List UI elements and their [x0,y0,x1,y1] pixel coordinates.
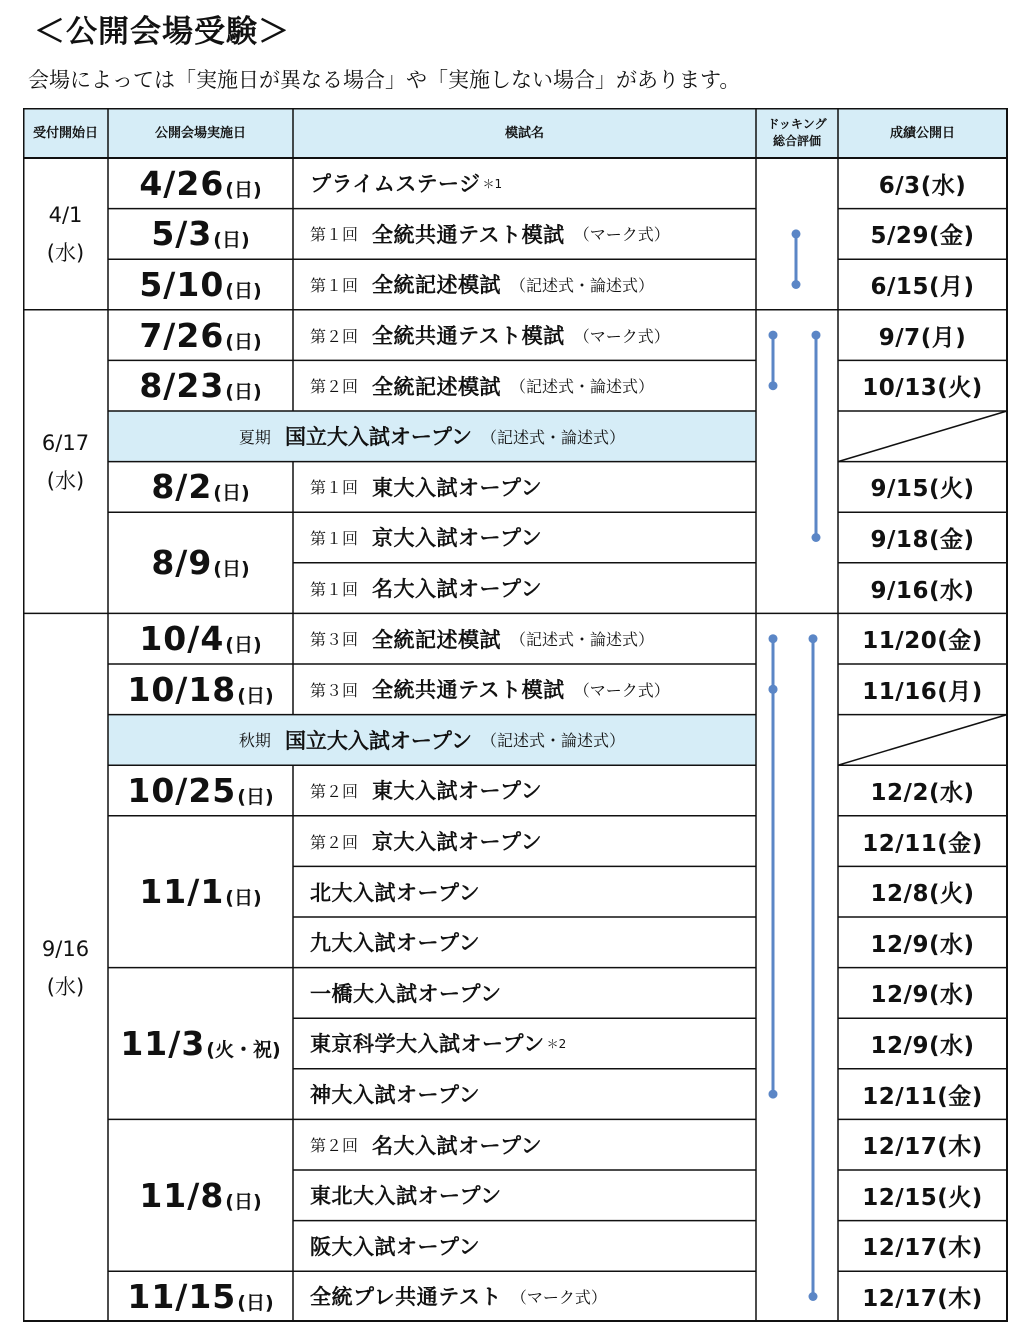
exam-round: 第１回 [310,275,359,295]
exam-round: 第２回 [310,781,359,801]
result-date-value: 12/11(金) [862,1083,983,1110]
exam-name-cell [293,968,756,1019]
exam-name: 京大入試オープン [372,830,543,855]
exam-round: 第２回 [310,377,359,397]
result-date-value: 9/7(月) [878,324,967,351]
exam-date-weekday: (火・祝) [206,1038,281,1061]
exam-format: （マーク式） [510,1287,607,1307]
exam-format: （マーク式） [573,680,670,700]
exam-date-value: 8/9 [151,543,213,583]
reception-weekday: (水) [46,974,85,999]
exam-footnote: ＊2 [546,1036,567,1051]
exam-name: 名大入試オープン [372,1133,543,1158]
exam-date-weekday: (日) [213,229,250,252]
result-date-value: 12/9(水) [870,982,975,1009]
result-date-value: 12/11(金) [862,830,983,857]
result-date [838,259,1007,310]
exam-name-cell [293,360,756,411]
exam-name-cell [293,1170,756,1221]
season-band [108,715,756,766]
exam-date-weekday: (日) [225,1190,262,1213]
exam-name: 国立大入試オープン [284,425,473,450]
exam-name-cell [293,917,756,968]
header-exam_date-label: 公開会場実施日 [154,125,246,141]
exam-name-cell [293,563,756,614]
exam-date-weekday: (日) [225,279,262,302]
exam-date-value: 5/10 [139,264,225,304]
exam-name: 一橋大入試オープン [310,981,502,1006]
exam-date-weekday: (日) [225,178,262,201]
header-result_date-label: 成績公開日 [889,125,955,141]
result-date [838,1119,1007,1170]
reception-date-value: 6/17 [41,430,90,455]
exam-format: （記述式・論述式） [510,275,655,295]
result-date [838,613,1007,664]
exam-name-cell [293,1221,756,1272]
result-date [838,411,1007,462]
footnote-mark [483,175,503,192]
docking-dot [769,685,778,694]
result-date-value: 9/15(火) [870,476,975,503]
exam-name: 国立大入試オープン [284,728,473,753]
docking-dot [792,229,801,238]
exam-footnote: ＊1 [482,176,503,191]
exam-name-cell [293,1271,756,1322]
exam-name-cell [293,512,756,563]
result-date [838,360,1007,411]
season-band [108,411,756,462]
exam-format: （マーク式） [573,225,670,245]
exam-date [108,512,293,613]
exam-name-cell [293,158,756,209]
exam-date [108,1119,293,1271]
exam-date-weekday: (日) [225,634,262,657]
result-date-value: 6/15(月) [870,273,975,300]
exam-date-weekday: (日) [225,887,262,910]
header-exam_date [108,108,293,158]
docking-dot [812,331,821,340]
result-date-value: 9/16(水) [870,577,975,604]
exam-name: 北大入試オープン [310,880,481,905]
exam-date-weekday: (日) [213,482,250,505]
result-date [838,158,1007,209]
docking-dot [809,1292,818,1301]
exam-format: （記述式・論述式） [481,427,626,447]
result-date-value: 9/18(金) [870,526,975,553]
header-exam_name [293,108,756,158]
docking-dot [769,1090,778,1099]
docking-dot [769,634,778,643]
docking-dot [809,634,818,643]
exam-date [108,259,293,310]
result-date-value: 12/2(水) [870,779,975,806]
exam-name: 全統共通テスト模試 [372,324,565,349]
exam-date [108,158,293,209]
exam-name: 全統記述模試 [372,374,502,399]
exam-date [108,310,293,361]
exam-name-cell [293,1119,756,1170]
header-reception [23,108,108,158]
result-date-value: 12/17(木) [862,1285,983,1312]
exam-date [108,1271,293,1322]
reception-date [23,310,108,614]
exam-round: 第３回 [310,630,359,650]
reception-weekday: (水) [46,240,85,265]
exam-name: 阪大入試オープン [310,1234,481,1259]
exam-name: 全統共通テスト模試 [372,222,565,247]
result-date [838,866,1007,917]
page-title: ＜公開会場受験＞ [34,14,290,50]
result-date-value: 6/3(水) [878,172,967,199]
result-date-value: 12/15(火) [862,1184,983,1211]
schedule-table [23,108,1008,1322]
exam-date [108,765,293,816]
exam-name-cell [293,664,756,715]
result-date [838,1221,1007,1272]
exam-date-value: 11/1 [139,872,225,912]
header-result_date [838,108,1007,158]
exam-name: 全統記述模試 [372,627,502,652]
result-date [838,664,1007,715]
exam-name: 東大入試オープン [372,779,543,804]
exam-format: （マーク式） [573,326,670,346]
exam-format: （記述式・論述式） [510,377,655,397]
result-date [838,1170,1007,1221]
result-date-value: 12/17(木) [862,1134,983,1161]
result-date [838,917,1007,968]
result-date [838,462,1007,513]
result-date-value: 10/13(火) [862,375,983,402]
exam-name-cell [293,816,756,867]
docking-dot [792,280,801,289]
docking-dot [769,331,778,340]
exam-round: 第２回 [310,832,359,852]
exam-round: 第１回 [310,579,359,599]
exam-round: 夏期 [238,427,271,447]
exam-name-cell [293,462,756,513]
exam-round: 第１回 [310,225,359,245]
exam-round: 第１回 [310,528,359,548]
header-reception-label: 受付開始日 [32,125,98,141]
result-date [838,816,1007,867]
header-docking [756,108,838,158]
footnote-mark [547,1035,567,1052]
exam-name: 全統記述模試 [372,273,502,298]
exam-date-weekday: (日) [225,330,262,353]
exam-round: 秋期 [238,731,271,751]
reception-weekday: (水) [46,468,85,493]
page-subtitle: 会場によっては「実施日が異なる場合」や「実施しない場合」があります。 [28,68,741,92]
exam-name-cell [293,1069,756,1120]
exam-date-value: 10/18 [127,669,237,709]
exam-name-cell [293,1018,756,1069]
exam-date-value: 11/8 [139,1175,225,1215]
exam-date-value: 8/2 [151,467,213,507]
result-date [838,1069,1007,1120]
result-date [838,1271,1007,1322]
exam-date-value: 10/4 [139,619,225,659]
result-date [838,563,1007,614]
docking-dot [769,381,778,390]
header-exam_name-label: 模試名 [504,125,544,141]
exam-format: （記述式・論述式） [510,630,655,650]
exam-name: 全統共通テスト模試 [372,678,565,703]
docking-dot [812,533,821,542]
exam-round: 第３回 [310,680,359,700]
exam-name: プライムステージ [310,172,481,197]
result-date-value: 11/20(金) [862,628,983,655]
exam-date-value: 8/23 [139,366,225,406]
exam-name: 九大入試オープン [310,931,481,956]
exam-name-cell [293,310,756,361]
exam-date [108,360,293,411]
exam-name: 全統プレ共通テスト [310,1285,502,1310]
reception-date [23,158,108,310]
result-date-value: 12/9(水) [870,1032,975,1059]
result-date-value: 5/29(金) [870,223,975,250]
result-date [838,310,1007,361]
result-date-value: 12/17(木) [862,1235,983,1262]
exam-round: 第２回 [310,326,359,346]
exam-name-cell [293,866,756,917]
exam-date-weekday: (日) [237,785,274,808]
exam-date-weekday: (日) [237,684,274,707]
exam-name: 名大入試オープン [372,577,543,602]
exam-round: 第２回 [310,1136,359,1156]
exam-date-value: 5/3 [151,214,213,254]
result-date-value: 11/16(月) [862,678,983,705]
exam-name: 東北大入試オープン [310,1184,502,1209]
exam-name: 東京科学大入試オープン [310,1032,545,1057]
exam-date-value: 4/26 [139,163,225,203]
exam-date-weekday: (日) [213,558,250,581]
reception-date-value: 9/16 [41,936,90,961]
exam-date-value: 11/15 [127,1276,237,1316]
exam-name-cell [293,613,756,664]
exam-date [108,209,293,260]
reception-date [23,613,108,1321]
result-date [838,968,1007,1019]
result-date [838,512,1007,563]
reception-date-value: 4/1 [48,202,83,227]
exam-date [108,664,293,715]
header-docking-label: ドッキング総合評価 [767,117,827,148]
exam-name: 京大入試オープン [372,526,543,551]
exam-date-value: 7/26 [139,315,225,355]
exam-name-cell [293,765,756,816]
result-date [838,209,1007,260]
exam-date-weekday: (日) [225,381,262,404]
exam-name-cell [293,209,756,260]
exam-name-cell [293,259,756,310]
exam-date [108,968,293,1120]
exam-date [108,816,293,968]
exam-date [108,462,293,513]
result-date-value: 12/9(水) [870,931,975,958]
exam-name: 東大入試オープン [372,475,543,500]
exam-name: 神大入試オープン [310,1083,481,1108]
result-date [838,765,1007,816]
exam-date [108,613,293,664]
exam-date-weekday: (日) [237,1291,274,1314]
result-date [838,715,1007,766]
exam-round: 第１回 [310,478,359,498]
result-date-value: 12/8(火) [870,881,975,908]
result-date [838,1018,1007,1069]
exam-date-value: 11/3 [120,1023,206,1063]
exam-date-value: 10/25 [127,770,237,810]
exam-format: （記述式・論述式） [481,731,626,751]
